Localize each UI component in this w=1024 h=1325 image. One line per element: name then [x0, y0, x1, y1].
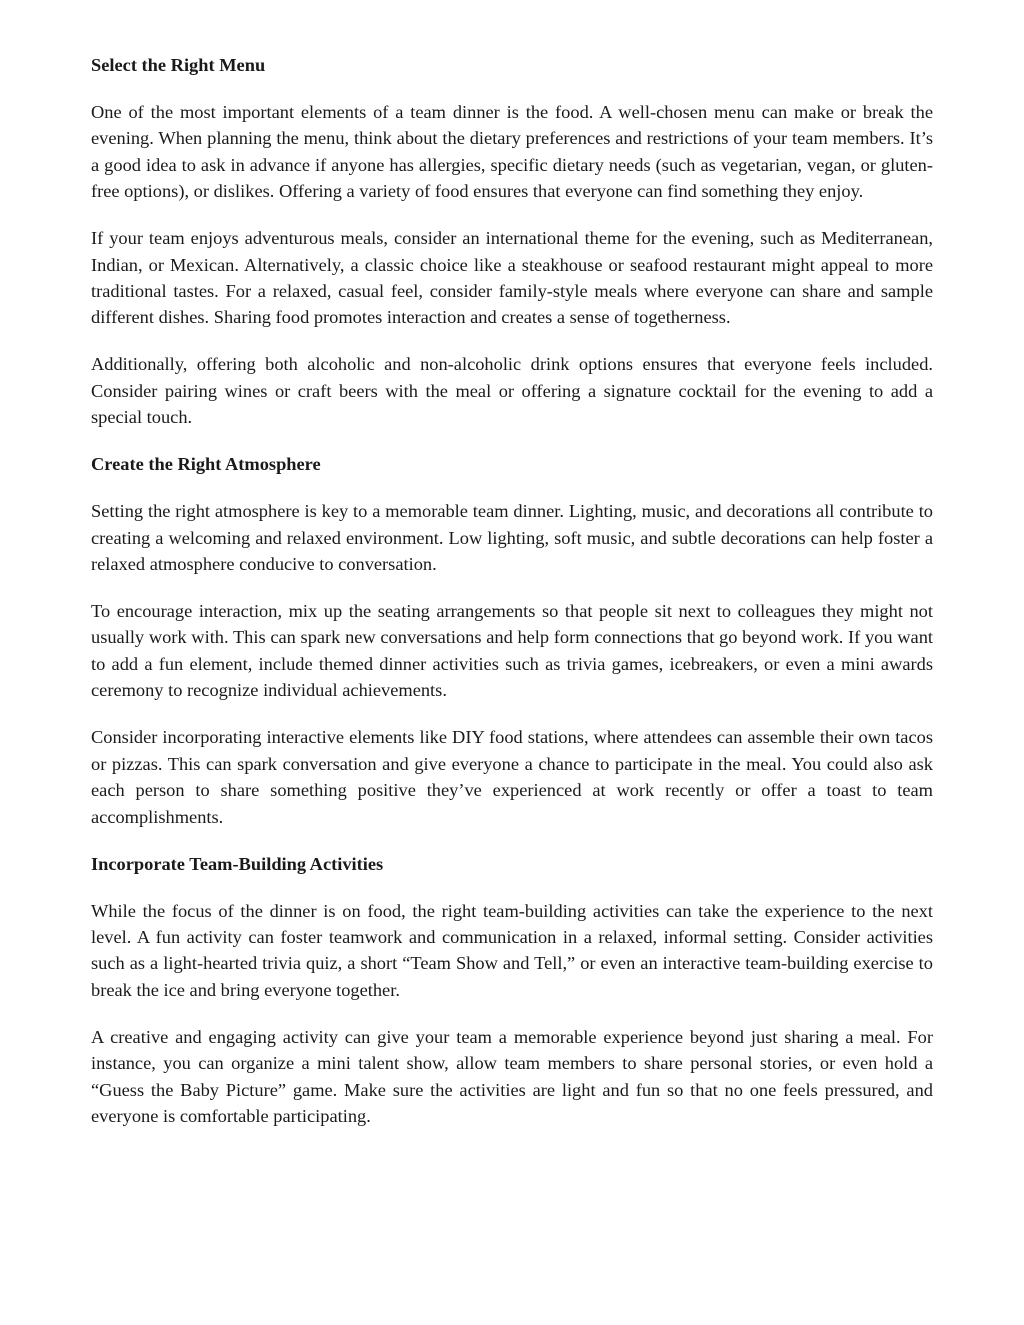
paragraph: Consider incorporating interactive elements like DIY food stations, where attendees can assemble their own tacos or pizzas. This can spark conversation and give everyone a chance to participate in the meal. You could also ask each person to share something positive they’ve experienced at work recently or offer a toast to team accomplishments.: [91, 727, 933, 827]
paragraph: One of the most important elements of a team dinner is the food. A well-chosen menu can make or break the evening. When planning the menu, think about the dietary preferences and restrictions of your team members. It’s a good idea to ask in advance if anyone has allergies, specific dietary needs (such as vegetarian, vegan, or gluten-free options), or dislikes. Offering a variety of food ensures that everyone can find something they enjoy.: [91, 102, 933, 202]
paragraph: To encourage interaction, mix up the seating arrangements so that people sit next to colleagues they might not usually work with. This can spark new conversations and help form connections that go beyond work. If you want to add a fun element, include themed dinner activities such as trivia games, icebreakers, or even a mini awards ceremony to recognize individual achievements.: [91, 601, 933, 701]
paragraph: Setting the right atmosphere is key to a memorable team dinner. Lighting, music, and decorations all contribute to creating a welcoming and relaxed environment. Low lighting, soft music, and subtle decorations can help foster a relaxed atmosphere conducive to conversation.: [91, 501, 933, 575]
paragraph: Additionally, offering both alcoholic and non-alcoholic drink options ensures that everyone feels included. Consider pairing wines or craft beers with the meal or offering a signature cocktail for the evening to add a special touch.: [91, 354, 933, 428]
section-heading: Select the Right Menu: [91, 55, 266, 75]
paragraph: If your team enjoys adventurous meals, consider an international theme for the evening, such as Mediterranean, Indian, or Mexican. Alternatively, a classic choice like a steakhouse or seafood restaurant might appeal to more traditional tastes. For a relaxed, casual feel, consider family-style meals where everyone can share and sample different dishes. Sharing food promotes interaction and creates a sense of togetherness.: [91, 228, 933, 328]
section-heading: Incorporate Team-Building Activities: [91, 853, 384, 874]
section-heading: Create the Right Atmosphere: [91, 454, 321, 475]
section-select-menu: [91, 52, 933, 431]
paragraph: A creative and engaging activity can give your team a memorable experience beyond just sharing a meal. For instance, you can organize a mini talent show, allow team members to share personal stories, or even hold a “Guess the Baby Picture” game. Make sure the activities are light and fun so that no one feels pressured, and everyone is comfortable participating.: [91, 1026, 933, 1126]
section-create-atmosphere: [91, 451, 933, 830]
paragraph: While the focus of the dinner is on food, the right team-building activities can take the experience to the next level. A fun activity can foster teamwork and communication in a relaxed, informal setting. Consider activities such as a light-hearted trivia quiz, a short “Team Show and Tell,” or even an interactive team-building exercise to break the ice and bring everyone together.: [91, 900, 933, 1000]
section-team-building: [91, 851, 933, 1130]
